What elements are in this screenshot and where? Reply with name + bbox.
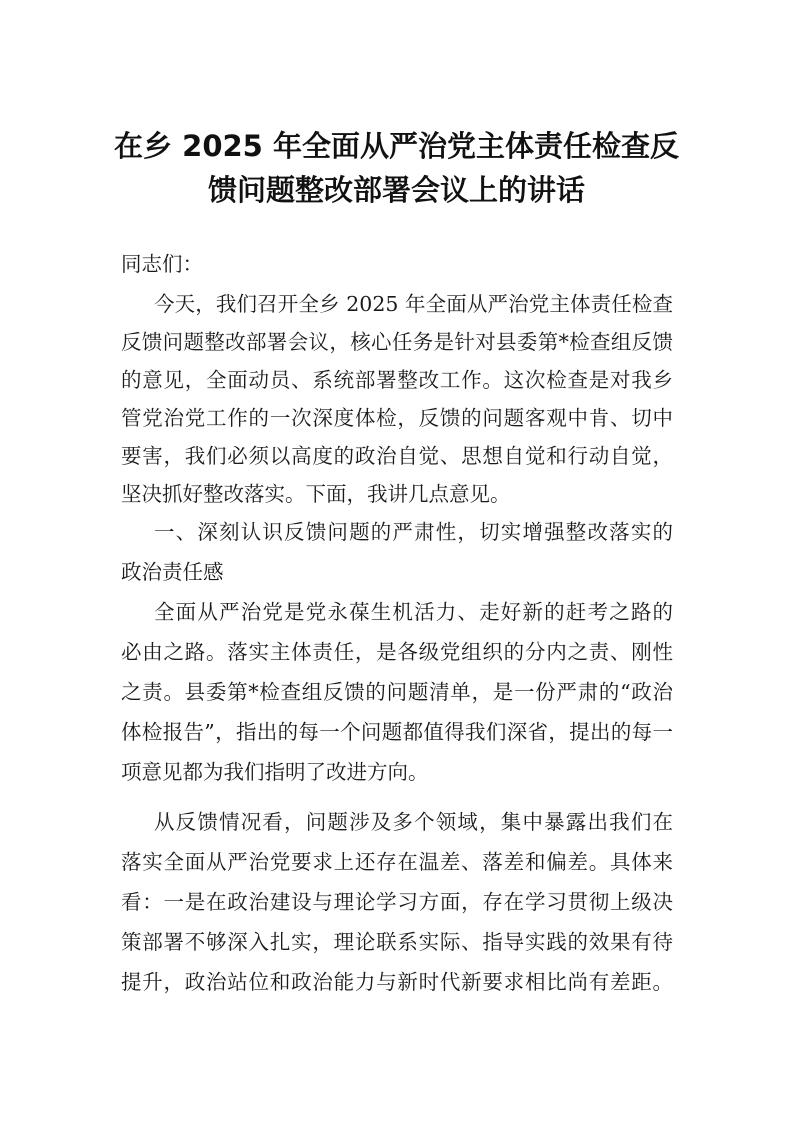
- paragraph-line: 的意见，全面动员、系统部署整改工作。这次检查是对我乡: [121, 368, 673, 392]
- section-heading-line: 政治责任感: [121, 560, 224, 584]
- document-title-line-1: 在乡 2025 年全面从严治党主体责任检查反: [114, 129, 679, 163]
- paragraph-line: 必由之路。落实主体责任，是各级党组织的分内之责、刚性: [121, 640, 673, 664]
- paragraph-line: 之责。县委第*检查组反馈的问题清单，是一份严肃的“政治: [121, 680, 673, 704]
- paragraph-line: 看：一是在政治建设与理论学习方面，存在学习贯彻上级决: [121, 890, 673, 914]
- paragraph-line: 从反馈情况看，问题涉及多个领域，集中暴露出我们在: [154, 810, 673, 834]
- paragraph-line: 要害，我们必须以高度的政治自觉、思想自觉和行动自觉，: [121, 444, 673, 468]
- section-heading-line: 一、深刻认识反馈问题的严肃性，切实增强整改落实的: [154, 520, 673, 544]
- paragraph-line: 反馈问题整改部署会议，核心任务是针对县委第*检查组反馈: [121, 330, 673, 354]
- salutation: 同志们：: [121, 252, 203, 276]
- paragraph-line: 项意见都为我们指明了改进方向。: [121, 760, 429, 784]
- paragraph-line: 全面从严治党是党永葆生机活力、走好新的赶考之路的: [154, 600, 673, 624]
- paragraph-line: 今天，我们召开全乡 2025 年全面从严治党主体责任检查: [154, 292, 673, 316]
- paragraph-line: 策部署不够深入扎实，理论联系实际、指导实践的效果有待: [121, 930, 673, 954]
- paragraph-line: 坚决抓好整改落实。下面，我讲几点意见。: [121, 482, 511, 506]
- paragraph-line: 管党治党工作的一次深度体检，反馈的问题客观中肯、切中: [121, 406, 673, 430]
- document-title-line-2: 馈问题整改部署会议上的讲话: [207, 173, 585, 207]
- paragraph-line: 体检报告”，指出的每一个问题都值得我们深省，提出的每一: [121, 720, 673, 744]
- paragraph-line: 提升，政治站位和政治能力与新时代新要求相比尚有差距。: [121, 970, 673, 994]
- paragraph-line: 落实全面从严治党要求上还存在温差、落差和偏差。具体来: [121, 850, 673, 874]
